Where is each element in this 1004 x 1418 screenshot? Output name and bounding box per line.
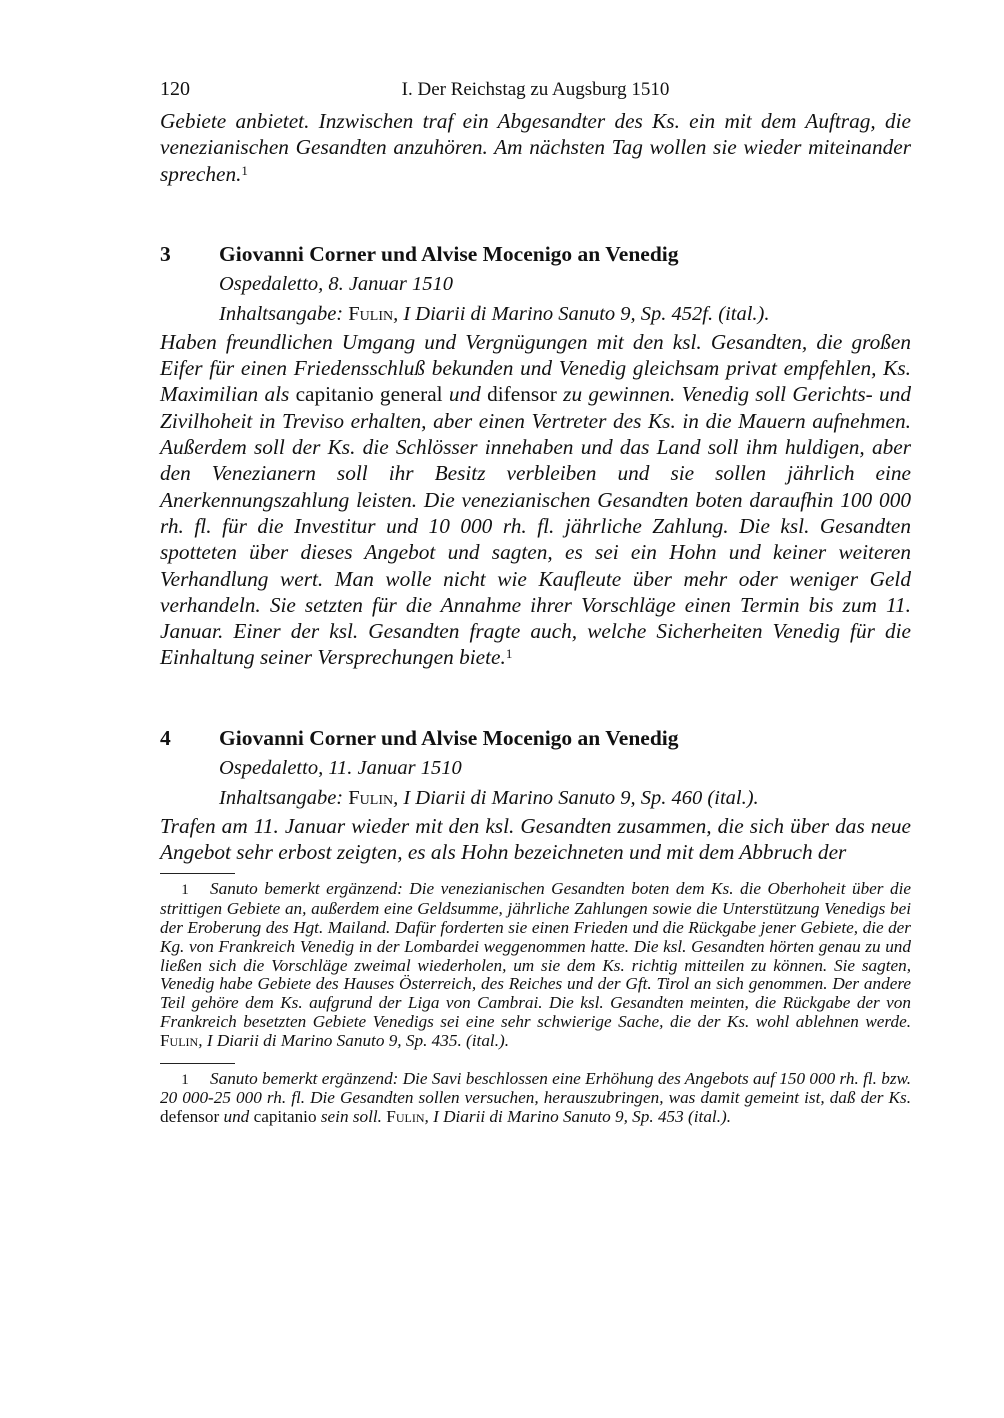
footnote-rest: , I Diarii di Marino Sanuto 9, Sp. 453 (ital.). (424, 1107, 732, 1127)
footnote-text: und (219, 1107, 254, 1127)
entry-heading (160, 723, 911, 753)
footnote-2 (160, 1070, 911, 1127)
body-term: difensor (487, 382, 557, 407)
source-label: Inhaltsangabe: (219, 302, 344, 325)
footnote-text: sein soll. (316, 1107, 387, 1127)
running-header (160, 78, 911, 108)
footnote-1 (160, 880, 911, 1050)
entry-source (219, 299, 911, 329)
body-part: zu gewinnen. Venedig soll Gerichts- und Zivilhoheit in Treviso erhalten, aber einen Vertreter des Ks. in die Mauern aufnehmen. Außerdem soll der Ks. die Schlösser innehaben und das Land soll ihm huldigen, aber den Venezianern soll ihr Besitz verbleiben und sie sollen jährlich eine Anerkennungszahlung leisten. Die venezianischen Gesandten boten daraufhin 100 000 rh. fl. für die Investitur und 10 000 rh. fl. jährliche Zahlung. Die ksl. Gesandten spotteten über dieses Angebot und sagten, es sei ein Hohn und keiner weiteren Verhandlung wert. Man wolle nicht wie Kaufleute über mehr oder weniger Geld verhandeln. Sie setzten für die Annahme ihrer Vorschläge einen Termin bis zum 11. Januar. Einer der ksl. Gesandten fragte auch, welche Sicherheiten Venedig für die Einhaltung seiner Versprechungen biete. (160, 382, 911, 670)
entry-4 (160, 723, 911, 866)
footnote-term: capitanio (253, 1107, 317, 1127)
page (160, 78, 911, 1127)
source-label: Inhaltsangabe: (219, 786, 344, 809)
footnote-author: Fulin (386, 1107, 425, 1127)
intro-paragraph (160, 108, 911, 187)
footnote-number: 1 (181, 1071, 189, 1088)
footnote-rule (160, 1063, 235, 1064)
entry-title: Giovanni Corner und Alvise Mocenigo an Venedig (219, 241, 679, 266)
note-ref: 1 (241, 162, 248, 178)
entry-place-date: Ospedaletto, 11. Januar 1510 (219, 756, 462, 779)
entry-3 (160, 239, 911, 671)
footnote-rule (160, 873, 235, 874)
entry-number: 4 (160, 725, 171, 750)
source-author: Fulin (348, 302, 394, 325)
entry-body (160, 329, 911, 671)
entry-place-date: Ospedaletto, 8. Januar 1510 (219, 272, 454, 295)
source-author: Fulin (348, 786, 394, 809)
entry-body: Trafen am 11. Januar wieder mit den ksl. Gesandten zusammen, die sich über das neue Angebot sehr erbost zeigten, es als Hohn bezeichneten und mit dem Abbruch der (160, 813, 911, 865)
main-text (160, 108, 911, 865)
note-ref: 1 (505, 646, 513, 662)
running-title: I. Der Reichstag zu Augsburg 1510 (401, 79, 670, 100)
footnote-text: Sanuto bemerkt ergänzend: Die Savi beschlossen eine Erhöhung des Angebots auf 150 000 rh. fl. bzw. 20 000-25 000 rh. fl. Die Gesandten sollen versuchen, herauszubringen, was damit gemeint ist, daß der Ks. (160, 1068, 911, 1108)
source-rest: , I Diarii di Marino Sanuto 9, Sp. 460 (ital.). (393, 786, 759, 809)
footnote-text: Sanuto bemerkt ergänzend: Die venezianischen Gesandten boten dem Ks. die Oberhoheit über die strittigen Gebiete an, außerdem eine Geldsumme, jährliche Zahlungen sowie die Unterstützung Venedigs bei der Eroberung des Hgt. Mailand. Dafür forderten sie einen Frieden und die Rückgabe jener Gebiete, die der Kg. von Frankreich Venedig in der Lombardei weggenommen hatte. Die ksl. Gesandten hörten genau zu und ließen sich die Vorschläge zweimal wiederholen, um sie dem Ks. richtig mitteilen zu können. Sie sagten, Venedig habe Gebiete des Hauses Österreich, des Reiches und der Gft. Tirol an sich genommen. Der andere Teil gehöre dem Ks. aufgrund der Liga von Cambrai. Die ksl. Gesandten meinten, die Rückgabe der von Frankreich besetzten Gebiete Venedigs sei eine sehr schwierige Sache, die der Ks. wohl ablehnen werde. (160, 879, 911, 1031)
entry-title: Giovanni Corner und Alvise Mocenigo an Venedig (219, 725, 679, 750)
entry-number: 3 (160, 241, 171, 266)
footnote-rest: , I Diarii di Marino Sanuto 9, Sp. 435. (ital.). (198, 1030, 510, 1050)
entry-source (219, 783, 911, 813)
intro-text: Gebiete anbietet. Inzwischen traf ein Abgesandter des Ks. ein mit dem Auftrag, die venezianischen Gesandten anzuhören. Am nächsten Tag wollen sie wieder miteinander sprechen. (160, 109, 911, 186)
source-rest: , I Diarii di Marino Sanuto 9, Sp. 452f. (ital.). (393, 302, 770, 325)
body-part: Haben freundlichen Umgang und Vergnügungen mit den ksl. Gesandten, die großen Eifer für einen Friedensschluß bekunden und Venedig gleichsam privat empfehlen, Ks. Maximilian als (160, 329, 911, 407)
footnote-number: 1 (181, 882, 189, 899)
body-part: und (442, 382, 488, 407)
body-term: capitanio general (295, 382, 443, 407)
footnote-term: defensor (160, 1107, 220, 1127)
page-number: 120 (160, 78, 190, 100)
entry-heading (160, 239, 911, 269)
footnote-author: Fulin (160, 1030, 199, 1050)
